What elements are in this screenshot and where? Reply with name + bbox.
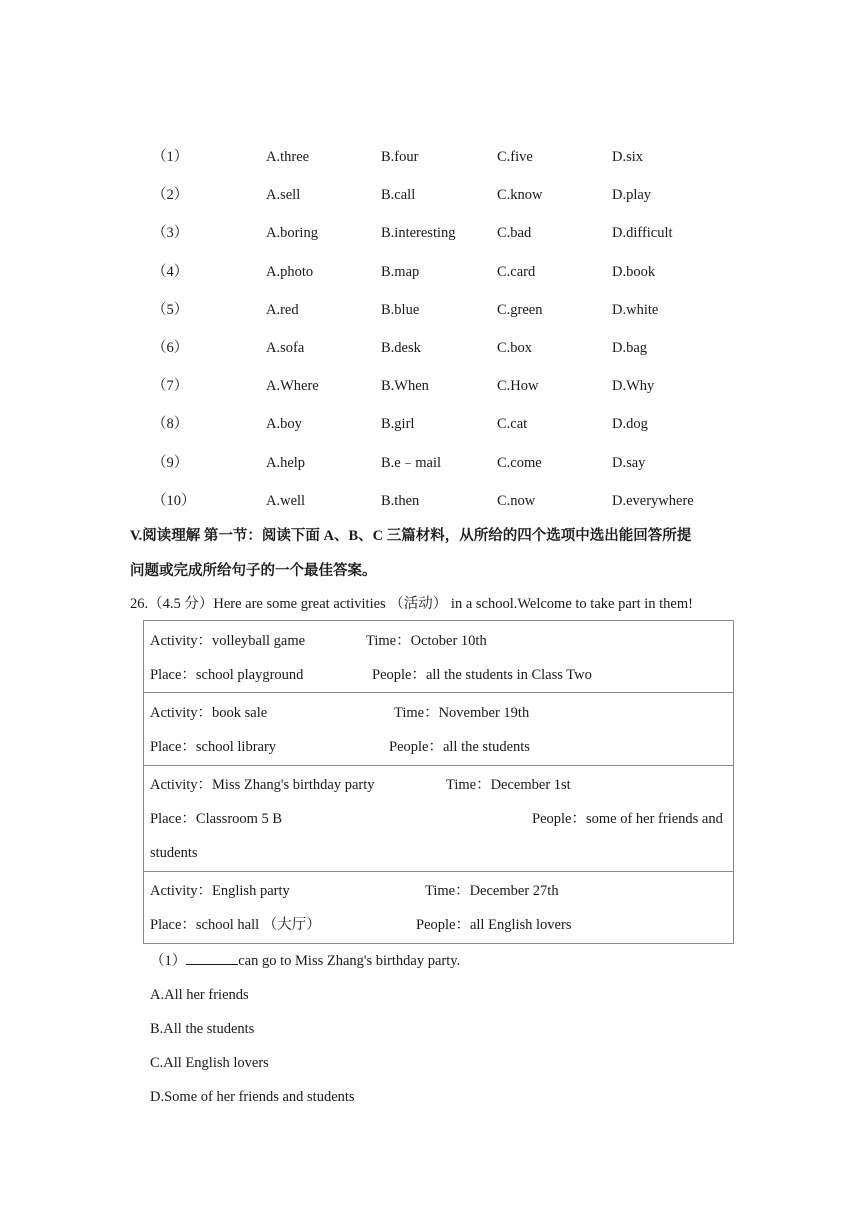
table-row [144,693,734,766]
option-a: A.three [266,149,310,165]
question-number: （10） [152,492,196,509]
option-d: D.dog [612,416,648,433]
option-c: C.come [497,454,542,471]
section-heading-line-2: 问题或完成所给句子的一个最佳答案。 [130,563,377,579]
option-c: C.box [497,340,533,356]
people-label: People：all the students [389,739,530,755]
option-row [0,184,860,206]
option-a: A.boy [266,416,302,433]
question-number: （9） [152,454,189,471]
option-a: A.boring [266,225,318,242]
option-row [0,299,860,321]
activity-label: Activity：book sale [150,705,268,721]
choice-d: D.Some of her friends and students [150,1089,355,1105]
option-b: B.girl [381,416,415,433]
option-row [0,261,860,283]
place-label: Place：school playground [150,667,304,683]
option-b: B.When [381,378,429,395]
option-d: D.white [612,301,659,318]
question-number: （5） [152,301,189,318]
activity-label: Activity：English party [150,883,290,899]
option-a: A.help [266,454,306,471]
option-a: A.photo [266,263,314,280]
activity-label: Activity：Miss Zhang's birthday party [150,777,375,793]
option-a: A.red [266,301,299,318]
place-label: Place：Classroom 5 B [150,811,283,827]
option-d: D.book [612,263,656,280]
section-heading-line-1: V.阅读理解 第一节：阅读下面 A、B、C 三篇材料，从所给的四个选项中选出能回答所提 [130,528,692,544]
table-row [144,621,734,693]
question-number: （4） [152,263,189,280]
option-b: B.call [381,187,416,204]
question-26-intro: 26.（4.5 分）Here are some great activities （活动） in a school.Welcome to take part in them! [130,596,693,612]
option-a: A.sell [266,187,301,204]
option-b: B.then [381,492,420,509]
option-b: B.map [381,263,420,280]
option-a: A.well [266,492,306,509]
option-d: D.everywhere [612,492,694,509]
option-b: B.interesting [381,225,456,242]
table-row [144,766,734,872]
option-c: C.green [497,301,543,318]
choice-b: B.All the students [150,1021,255,1037]
option-c: C.know [497,187,543,204]
sub-question-number: （1） [150,953,187,969]
answer-blank [186,950,238,965]
option-d: D.difficult [612,225,673,242]
option-d: D.Why [612,378,655,395]
option-row [0,222,860,244]
question-number: （8） [152,416,189,433]
option-c: C.card [497,263,536,280]
option-c: C.How [497,378,539,395]
choice-c: C.All English lovers [150,1055,269,1071]
people-label: People：all English lovers [416,917,572,933]
question-number: （7） [152,378,189,395]
place-label: Place：school library [150,739,277,755]
option-row [0,337,860,359]
choice-a: A.All her friends [150,987,249,1003]
option-c: C.five [497,149,533,165]
option-d: D.say [612,454,646,471]
option-a: A.Where [266,378,319,395]
time-label: Time：December 1st [446,777,571,793]
option-row [0,146,860,168]
option-b: B.desk [381,340,421,356]
option-c: C.cat [497,416,528,433]
people-label-continued: students [150,845,198,861]
option-row [0,490,860,512]
option-a: A.sofa [266,340,305,356]
question-number: （3） [152,225,189,242]
activities-table [143,620,734,944]
option-b: B.blue [381,301,420,318]
question-number: （2） [152,187,189,204]
activity-label: Activity：volleyball game [150,633,306,649]
people-label: People：some of her friends and [532,811,723,827]
option-row [0,452,860,474]
option-b: B.e﹣mail [381,454,442,471]
option-c: C.now [497,492,536,509]
option-row [0,375,860,397]
table-row [144,872,734,944]
question-number: （6） [152,340,189,356]
option-b: B.four [381,149,419,165]
option-d: D.six [612,149,644,165]
option-c: C.bad [497,225,532,242]
sub-question-1 [150,950,460,972]
time-label: Time：October 10th [366,633,487,649]
option-d: D.bag [612,340,648,356]
time-label: Time：December 27th [425,883,559,899]
sub-question-text: can go to Miss Zhang's birthday party. [238,953,461,969]
question-number: （1） [152,149,189,165]
option-d: D.play [612,187,652,204]
place-label: Place：school hall （大厅） [150,917,321,933]
option-row [0,413,860,435]
time-label: Time：November 19th [394,705,530,721]
people-label: People：all the students in Class Two [372,667,592,683]
